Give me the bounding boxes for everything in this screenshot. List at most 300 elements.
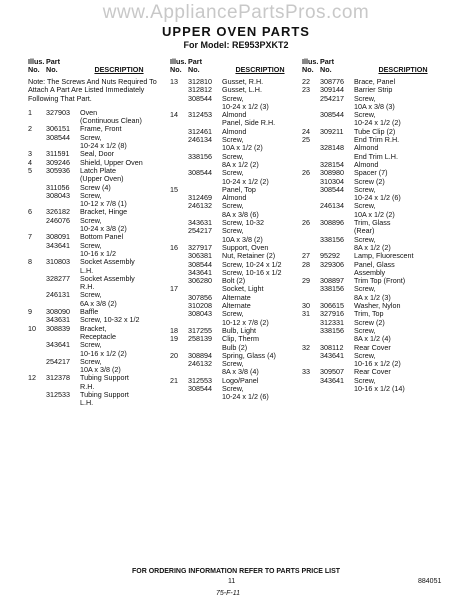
illus-number — [170, 119, 188, 127]
part-description: Spacer (7) — [354, 168, 388, 178]
part-description: Screw, — [222, 135, 244, 145]
illus-number — [170, 294, 188, 302]
part-number: 308544 — [188, 259, 212, 269]
part-description: 10A x 3/8 (2) — [80, 365, 121, 375]
part-number — [46, 399, 80, 407]
part-number: 327903 — [46, 107, 70, 117]
part-number: 343641 — [46, 240, 70, 250]
part-number: 311591 — [46, 149, 70, 159]
part-description: 10A x 1/2 (2) — [354, 209, 395, 219]
part-description: Almond — [354, 143, 379, 153]
illus-number — [28, 383, 46, 391]
part-description: 10-24 x 1/2 (3) — [222, 101, 269, 111]
part-number: 246132 — [188, 201, 212, 211]
part-description: Almond — [354, 159, 379, 169]
parts-rows — [170, 78, 298, 402]
illus-number — [28, 358, 46, 366]
part-description: 10-24 x 1/2 (2) — [354, 118, 401, 128]
part-description: End Trim L.H. — [354, 151, 398, 161]
part-description: Logo/Panel — [222, 375, 259, 385]
part-description: Gusset, R.H. — [222, 77, 264, 86]
header-description: DESCRIPTION — [94, 65, 144, 74]
illus-number — [302, 385, 320, 393]
illus-number — [170, 194, 188, 202]
part-description: Almond — [222, 110, 247, 120]
illus-number — [170, 310, 188, 318]
part-number: 338156 — [320, 325, 344, 335]
illus-number: 10 — [28, 323, 36, 333]
part-description: Bolt (2) — [222, 276, 246, 286]
part-description: Screw, — [222, 93, 244, 103]
part-description: Screw, 10-32 x 1/2 — [80, 315, 140, 325]
part-description: Tubing Support — [80, 389, 129, 399]
illus-number — [170, 95, 188, 103]
part-description: Screw, — [80, 290, 102, 300]
illus-number — [28, 291, 46, 299]
part-number: 310208 — [188, 301, 212, 311]
part-description: 10-16 x 1/2 — [80, 248, 116, 258]
part-number: 311056 — [46, 182, 70, 192]
part-number: 343631 — [46, 315, 70, 325]
part-description: Screw (4) — [80, 182, 111, 192]
part-number: 326182 — [46, 207, 70, 217]
part-number: 328154 — [320, 159, 344, 169]
column-header — [28, 58, 158, 74]
part-number — [188, 178, 222, 186]
illus-number: 6 — [28, 207, 32, 217]
part-description: Frame, Front — [80, 124, 122, 134]
illus-number: 29 — [302, 276, 310, 286]
part-number: 308112 — [320, 342, 344, 352]
part-description: Screw (2) — [354, 317, 385, 327]
illus-number — [170, 128, 188, 136]
part-description: Socket Assembly — [80, 257, 135, 267]
part-description: Screw, — [354, 201, 376, 211]
part-number: 308544 — [188, 93, 212, 103]
part-number: 308091 — [46, 232, 70, 242]
part-description: 10-24 x 3/8 (2) — [80, 224, 127, 234]
header-no: No. — [170, 65, 182, 74]
part-description: Panel, Top — [222, 184, 256, 194]
illus-number — [28, 267, 46, 275]
header-no: No. — [28, 65, 40, 74]
parts-column-1 — [28, 58, 158, 408]
part-number: 308544 — [188, 383, 212, 393]
parts-column-3 — [302, 58, 452, 393]
illus-number — [302, 319, 320, 327]
part-description: Screw, — [222, 383, 244, 393]
part-number: 309211 — [320, 126, 344, 136]
illus-number — [28, 350, 46, 358]
part-number: 312553 — [188, 375, 212, 385]
part-number: 338156 — [320, 234, 344, 244]
part-number: 343641 — [188, 267, 212, 277]
illus-number: 27 — [302, 251, 310, 261]
illus-number — [302, 153, 320, 161]
illus-number: 17 — [170, 284, 178, 294]
part-description: Screw, — [80, 190, 102, 200]
part-description: Alternate — [222, 292, 251, 302]
part-description: 10-24 x 1/2 (6) — [222, 392, 269, 402]
part-description: Screw, — [222, 168, 244, 178]
part-description: 10A x 3/8 (2) — [222, 234, 263, 244]
part-description: (Rear) — [354, 226, 375, 236]
header-description: DESCRIPTION — [235, 65, 285, 74]
illus-number: 26 — [302, 218, 310, 228]
part-description: Bulb, Light — [222, 325, 256, 335]
part-description: 10-16 x 1/2 (14) — [354, 383, 405, 393]
part-description: Brace, Panel — [354, 77, 396, 86]
illus-number: 26 — [302, 168, 310, 178]
page-number: 11 — [228, 578, 236, 585]
part-number: 305936 — [46, 165, 70, 175]
illus-number: 7 — [28, 232, 32, 242]
illus-number — [170, 161, 188, 169]
illus-number: 20 — [170, 350, 178, 360]
part-description: Screw, — [80, 240, 102, 250]
illus-number — [170, 261, 188, 269]
part-number: 338156 — [188, 151, 212, 161]
illus-number: 8 — [28, 257, 32, 267]
part-number: 328148 — [320, 143, 344, 153]
part-description: Bracket, — [80, 323, 107, 333]
illus-number — [170, 385, 188, 393]
illus-number — [170, 153, 188, 161]
part-number: 312453 — [188, 110, 212, 120]
part-number: 246131 — [46, 290, 70, 300]
illus-number: 28 — [302, 259, 310, 269]
part-number: 312469 — [188, 193, 212, 203]
header-illus: Illus. — [170, 57, 187, 66]
part-description: (Continuous Clean) — [80, 116, 142, 126]
part-description: 6A x 3/8 (2) — [80, 298, 117, 308]
illus-number: 30 — [302, 301, 310, 311]
part-number: 308544 — [46, 132, 70, 142]
part-description: Bottom Panel — [80, 232, 124, 242]
part-description: Nut, Retainer (2) — [222, 251, 276, 261]
illus-number — [170, 86, 188, 94]
part-number: 308897 — [320, 276, 344, 286]
part-number: 258139 — [188, 334, 212, 344]
illus-number — [170, 211, 188, 219]
part-number: 343641 — [320, 375, 344, 385]
part-description: 8A x 1/2 (2) — [354, 242, 391, 252]
header-no: No. — [320, 65, 332, 74]
part-number: 308043 — [46, 190, 70, 200]
illus-number — [302, 236, 320, 244]
illus-number — [28, 399, 46, 407]
part-description: L.H. — [80, 398, 94, 408]
part-description: Screw (2) — [354, 176, 385, 186]
part-description: 10-12 x 7/8 (2) — [222, 317, 269, 327]
part-number: 343631 — [188, 218, 212, 228]
header-part: Part — [46, 57, 60, 66]
part-number: 308043 — [188, 309, 212, 319]
part-number: 246076 — [46, 215, 70, 225]
illus-number — [28, 283, 46, 291]
part-description: Screw, — [354, 325, 376, 335]
part-description: Screw, — [222, 226, 244, 236]
part-description: 10-16 x 1/2 (2) — [80, 348, 127, 358]
part-description: Screw, — [222, 359, 244, 369]
part-description: Spring, Glass (4) — [222, 350, 276, 360]
part-number: 329306 — [320, 259, 344, 269]
illus-number: 22 — [302, 77, 310, 86]
part-description: Screw, 10-16 x 1/2 — [222, 267, 282, 277]
illus-number — [302, 144, 320, 152]
illus-number — [302, 352, 320, 360]
note-text: Note: The Screws And Nuts Required To Attach A Part Are Listed Immediately Following That Part. — [28, 77, 157, 103]
illus-number: 19 — [170, 334, 178, 344]
illus-number — [170, 360, 188, 368]
part-description: R.H. — [80, 282, 95, 292]
part-description: Trim, Glass — [354, 218, 391, 228]
part-number: 254217 — [46, 356, 70, 366]
part-number: 95292 — [320, 251, 340, 261]
parts-column-2 — [170, 58, 298, 402]
illus-number — [170, 252, 188, 260]
illus-number: 12 — [28, 373, 36, 383]
part-number: 246134 — [320, 201, 344, 211]
model-subtitle: For Model: RE953PXKT2 — [183, 40, 289, 50]
part-number: 246134 — [188, 135, 212, 145]
header-no: No. — [188, 65, 200, 74]
illus-number: 5 — [28, 165, 32, 175]
part-number: 306615 — [320, 301, 344, 311]
part-number: 254217 — [188, 226, 212, 236]
illus-number — [302, 285, 320, 293]
part-row — [302, 385, 452, 393]
part-description: Tube Clip (2) — [354, 126, 396, 136]
part-number: 310304 — [320, 176, 344, 186]
part-description: 10-16 x 1/2 (2) — [354, 359, 401, 369]
part-description: Screw, — [354, 284, 376, 294]
page-title: UPPER OVEN PARTS — [162, 24, 310, 39]
illus-number: 18 — [170, 325, 178, 335]
part-description: Screw, — [354, 93, 376, 103]
part-description: Bulb (2) — [222, 342, 248, 352]
part-number: 308894 — [188, 350, 212, 360]
part-row — [170, 393, 298, 401]
part-description: Seal, Door — [80, 149, 114, 159]
part-number: 306151 — [46, 124, 70, 134]
illus-number — [302, 202, 320, 210]
part-description: 8A x 1/2 (3) — [354, 292, 391, 302]
part-description: 10-24 x 1/2 (6) — [354, 193, 401, 203]
part-description: Receptacle — [80, 331, 116, 341]
illus-number: 3 — [28, 149, 32, 159]
part-number: 312461 — [188, 126, 212, 136]
part-description: Rear Cover — [354, 367, 391, 377]
part-description: Trim Top (Front) — [354, 276, 406, 286]
part-number: 317255 — [188, 325, 212, 335]
illus-number: 21 — [170, 375, 178, 385]
illus-number: 14 — [170, 110, 178, 120]
part-description: Assembly — [354, 267, 386, 277]
part-number: 308839 — [46, 323, 70, 333]
illus-number: 13 — [170, 77, 178, 86]
parts-rows — [28, 109, 158, 408]
part-number — [188, 393, 222, 401]
column-header — [170, 58, 298, 74]
header-description: DESCRIPTION — [378, 65, 428, 74]
illus-number — [28, 275, 46, 283]
part-description: Trim, Top — [354, 309, 384, 319]
part-number: 312812 — [188, 85, 212, 95]
part-description: Screw, — [354, 375, 376, 385]
part-description: Screw, — [354, 234, 376, 244]
part-description: Almond — [222, 193, 247, 203]
parts-rows — [302, 78, 452, 393]
part-number: 309144 — [320, 85, 344, 95]
illus-number — [302, 95, 320, 103]
illus-number — [302, 178, 320, 186]
part-number: 309507 — [320, 367, 344, 377]
part-description: Socket, Light — [222, 284, 264, 294]
part-description: Shield, Upper Oven — [80, 157, 143, 167]
part-number: 254217 — [320, 93, 344, 103]
illus-number: 4 — [28, 157, 32, 167]
part-description: 8A x 1/2 (4) — [354, 334, 391, 344]
part-description: 8A x 3/8 (4) — [222, 367, 259, 377]
illus-number — [302, 194, 320, 202]
illus-number: 32 — [302, 342, 310, 352]
illus-number — [28, 184, 46, 192]
part-description: Clip, Therm — [222, 334, 260, 344]
part-description: Tubing Support — [80, 373, 129, 383]
illus-number — [170, 202, 188, 210]
part-description: Screw, 10-32 — [222, 218, 264, 228]
part-description: Gusset, L.H. — [222, 85, 262, 95]
part-number: 308544 — [320, 110, 344, 120]
illus-number — [302, 111, 320, 119]
ordering-footer: FOR ORDERING INFORMATION REFER TO PARTS PRICE LIST — [131, 568, 341, 575]
part-number: 327917 — [188, 242, 212, 252]
illus-number — [170, 136, 188, 144]
part-number: 309246 — [46, 157, 70, 167]
part-description: 10-24 x 1/2 (2) — [222, 176, 269, 186]
part-row — [28, 399, 158, 407]
part-description: 10A x 1/2 (2) — [222, 143, 263, 153]
part-number: 246132 — [188, 359, 212, 369]
part-description: 10A x 3/8 (3) — [354, 101, 395, 111]
illus-number: 31 — [302, 309, 310, 319]
part-number — [320, 385, 354, 393]
part-description: Screw, — [80, 340, 102, 350]
watermark: www.AppliancePartsPros.com — [102, 2, 370, 23]
part-description: 10-12 x 7/8 (1) — [80, 199, 127, 209]
part-description: Washer, Nylon — [354, 301, 401, 311]
part-number: 308980 — [320, 168, 344, 178]
illus-number — [28, 242, 46, 250]
part-description: R.H. — [80, 381, 95, 391]
illus-number: 23 — [302, 85, 310, 95]
part-description: Socket Assembly — [80, 273, 135, 283]
part-number: 306381 — [188, 251, 212, 261]
illus-number — [28, 192, 46, 200]
illus-number: 1 — [28, 107, 32, 117]
part-description: Lamp, Fluorescent — [354, 251, 414, 261]
part-description: Screw, — [354, 110, 376, 120]
part-number: 308896 — [320, 218, 344, 228]
document-number: 884051 — [418, 578, 442, 585]
part-row — [28, 391, 158, 399]
illus-number — [302, 186, 320, 194]
header-illus: Illus. — [28, 57, 45, 66]
part-number: 308544 — [188, 168, 212, 178]
part-description: Support, Oven — [222, 242, 269, 252]
part-number: 312810 — [188, 77, 212, 86]
illus-number: 15 — [170, 184, 178, 194]
part-number: 328277 — [46, 273, 70, 283]
illus-number — [302, 103, 320, 111]
illus-number: 9 — [28, 307, 32, 317]
part-description: End Trim R.H. — [354, 135, 400, 145]
part-description: Screw, — [80, 215, 102, 225]
header-no: No. — [302, 65, 314, 74]
illus-number: 33 — [302, 367, 310, 377]
part-description: Oven — [80, 107, 98, 117]
illus-number: 2 — [28, 124, 32, 134]
part-description: Screw, — [222, 151, 244, 161]
illus-number — [170, 393, 188, 401]
illus-number — [170, 227, 188, 235]
illus-number — [302, 377, 320, 385]
illus-number: 24 — [302, 126, 310, 136]
illus-number — [170, 219, 188, 227]
part-number: 308544 — [320, 184, 344, 194]
illus-number — [302, 327, 320, 335]
part-description: 8A x 3/8 (6) — [222, 209, 259, 219]
part-description: Panel, Side R.H. — [222, 118, 276, 128]
illus-number — [28, 333, 46, 341]
illus-number — [302, 227, 320, 235]
part-description: Screw, — [222, 309, 244, 319]
part-description: Baffle — [80, 307, 99, 317]
illus-number — [28, 391, 46, 399]
part-number: 312331 — [320, 317, 344, 327]
part-number: 312533 — [46, 389, 70, 399]
handwritten-note: 75-F-11 — [216, 590, 240, 597]
part-number: 343641 — [320, 350, 344, 360]
part-description: 8A x 1/2 (2) — [222, 159, 259, 169]
part-number: 307856 — [188, 292, 212, 302]
header-illus: Illus. — [302, 57, 319, 66]
part-description: Screw, — [354, 184, 376, 194]
part-description: Rear Cover — [354, 342, 391, 352]
part-number: 306280 — [188, 276, 212, 286]
illus-number — [28, 341, 46, 349]
part-description: Barrier Strip — [354, 85, 393, 95]
illus-number: 16 — [170, 242, 178, 252]
part-row — [302, 219, 452, 227]
header-no: No. — [46, 65, 58, 74]
part-number: 312378 — [46, 373, 70, 383]
header-part: Part — [188, 57, 202, 66]
part-number: 308090 — [46, 307, 70, 317]
illus-number: 25 — [302, 135, 310, 145]
part-description: Screw, — [222, 201, 244, 211]
column-header — [302, 58, 452, 74]
part-description: Screw, — [80, 356, 102, 366]
part-description: Screw, — [354, 350, 376, 360]
illus-number — [170, 169, 188, 177]
part-description: (Upper Oven) — [80, 174, 124, 184]
part-description: Bracket, Hinge — [80, 207, 128, 217]
part-description: Alternate — [222, 301, 251, 311]
part-description: 10-24 x 1/2 (8) — [80, 141, 127, 151]
part-description: Latch Plate — [80, 165, 116, 175]
